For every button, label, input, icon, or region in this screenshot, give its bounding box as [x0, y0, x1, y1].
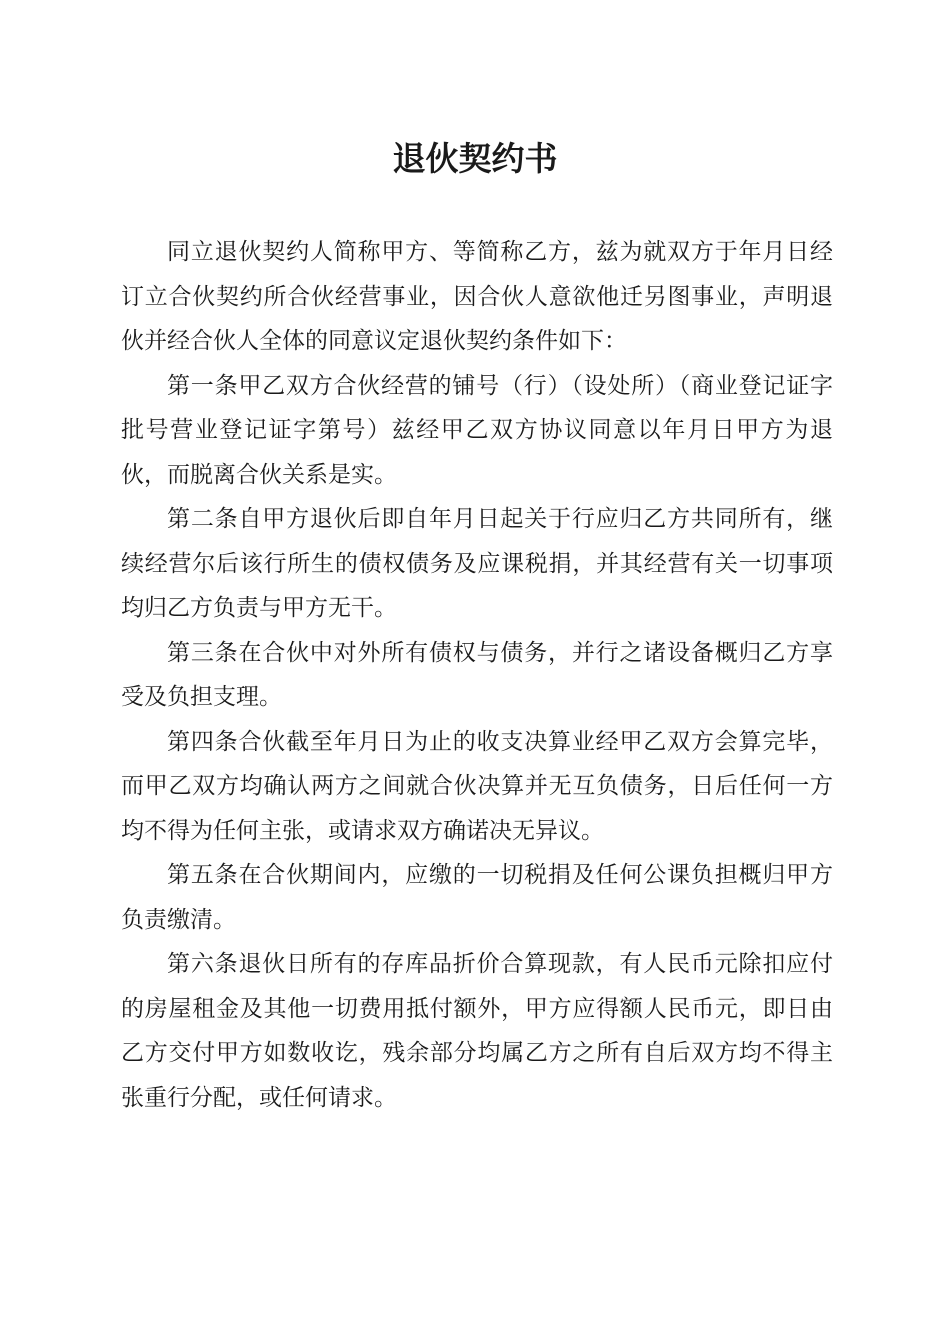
paragraph-article-4: 第四条合伙截至年月日为止的收支决算业经甲乙双方会算完毕，而甲乙双方均确认两方之间就合伙决算并无互负债务，日后任何一方均不得为任何主张，或请求双方确诺决无异议。: [121, 728, 833, 844]
document-body: [121, 230, 833, 1120]
paragraph-article-3: 第三条在合伙中对外所有债权与债务，并行之诸设备概归乙方享受及负担支理。: [121, 639, 833, 710]
paragraph-article-6: 第六条退伙日所有的存库品折价合算现款，有人民币元除扣应付的房屋租金及其他一切费用抵付额外，甲方应得额人民币元，即日由乙方交付甲方如数收讫，残余部分均属乙方之所有自后双方均不得主张重行分配，或任何请求。: [121, 951, 833, 1111]
paragraph-article-2: 第二条自甲方退伙后即自年月日起关于行应归乙方共同所有，继续经营尔后该行所生的债权债务及应课税捐，并其经营有关一切事项均归乙方负责与甲方无干。: [121, 506, 833, 621]
paragraph-article-5: 第五条在合伙期间内，应缴的一切税捐及任何公课负担概归甲方负责缴清。: [121, 862, 833, 933]
document-title: 退伙契约书: [392, 139, 558, 178]
paragraph-preamble: 同立退伙契约人简称甲方、等简称乙方，兹为就双方于年月日经订立合伙契约所合伙经营事业，因合伙人意欲他迁另图事业，声明退伙并经合伙人全体的同意议定退伙契约条件如下：: [121, 239, 833, 354]
paragraph-article-1: 第一条甲乙双方合伙经营的铺号（行）（设处所）（商业登记证字批号营业登记证字第号）兹经甲乙双方协议同意以年月日甲方为退伙，而脱离合伙关系是实。: [121, 372, 833, 488]
